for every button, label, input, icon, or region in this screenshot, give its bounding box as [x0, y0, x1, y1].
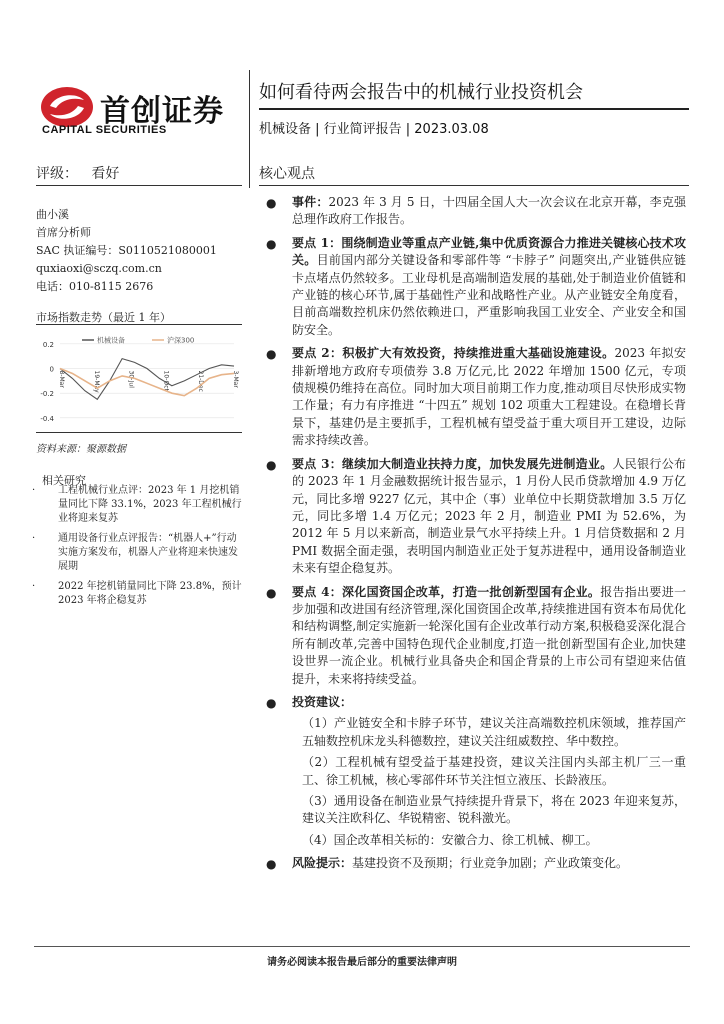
y-tick-label: 0.2 [42, 340, 54, 349]
core-rule [259, 185, 689, 186]
bullet-dot-icon: · [32, 581, 36, 592]
footer-rule [34, 946, 690, 947]
x-tick-label: 10-Oct [162, 370, 170, 391]
related-research-list [32, 484, 246, 614]
bullet-circle-icon: ● [266, 196, 277, 210]
suggestion-item: （2）工程机械有望受益于基建投资，建议关注国内头部主机厂三一重工、徐工机械，核心零部件环节关注恒立液压、长龄液压。 [302, 755, 686, 787]
x-tick-label: 30-Jul [127, 370, 135, 388]
suggestion-item: （4）国企改革相关标的：安徽合力、徐工机械、柳工。 [302, 832, 598, 847]
bullet-circle-icon: ● [266, 695, 277, 710]
suggestion-item: （3）通用设备在制造业景气持续提升背景下，将在 2023 年迎来复苏，建议关注欧科亿、华锐精密、锐科激光。 [302, 794, 686, 826]
brand-name-en: CAPITAL SECURITIES [42, 124, 167, 136]
chart-source: 资料来源：聚源数据 [36, 444, 126, 455]
related-research-title: 相关研究 [42, 474, 86, 487]
core-point: ● 要点 4：深化国资国企改革，打造一批创新型国有企业。报告指出要进一步加强和改进国有经济管理,深化国资国企改革,持续推进国有资本布局优化和结构调整,制定实施新一轮深化国有企业改革行动方案,积极稳妥深化混合所有制改革,完善中国特色现代企业制度,打造一批创新型国有企业,加快建设世界一流企业。机械行业具备央企和国企背景的上市公司有望迎来估值提升，未来将持续受益。 [266, 584, 686, 686]
rating [36, 163, 119, 183]
bullet-circle-icon: ● [266, 347, 277, 362]
header-divider [249, 70, 250, 188]
suggestion-item: （1）产业链安全和卡脖子环节，建议关注高端数控机床领域，推荐国产五轴数控机床龙头科德数控，建议关注纽威数控、华中数控。 [302, 716, 686, 748]
y-tick-label: 0 [49, 365, 54, 374]
rating-value: 看好 [91, 166, 120, 182]
related-item[interactable]: · 工程机械行业点评：2023 年 1 月挖机销量同比下降 33.1%，2023 年工程机械行业将迎来复苏 [32, 485, 242, 524]
brand-logo-icon [40, 86, 94, 128]
investment-suggestions [292, 715, 686, 849]
core-point: ● 要点 1：围绕制造业等重点产业链,集中优质资源合力推进关键核心技术攻关。目前国内部分关键设备和零部件等 “卡脖子” 问题突出,产业链供应链卡点堵点仍然较多。工业母机是高端制造发展的基础,处于制造业价值链和产业链的核心环节,属于基础性产业和战略性产业。从产业链安全角度看，目前高端数控机床仍然依赖进口，严重影响我国工业安全、产业安全和国防安全。 [266, 235, 686, 337]
analyst-info [36, 206, 217, 296]
y-tick-label: -0.4 [40, 414, 54, 423]
bullet-circle-icon: ● [266, 457, 277, 472]
title-rule [259, 108, 689, 110]
bullet-dot-icon: · [32, 485, 36, 496]
analyst-role: 首席分析师 [36, 226, 91, 239]
related-item[interactable]: · 通用设备行业点评报告：“机器人+”行动实施方案发布，机器人产业将迎来快速发展期 [32, 533, 238, 572]
core-point: ● 要点 3：继续加大制造业扶持力度，加快发展先进制造业。人民银行公布的 2023 年 1 月金融数据统计报告显示，1 月份人民币贷款增加 4.9 万亿元，同比多增 9227 亿元，其中企（事）业单位中长期贷款增加 3.5 万亿元，同比多增 1.4 万亿元；2023 年 2 月，制造业 PMI 为 52.6%，为 2012 年 5 月以来新高，制造业景气水平持续上升。1 月信贷数据和 2 月 PMI 数据全面走强，表明国内制造业正处于复苏进程中，通用设备制造业未来有望企稳复苏。 [266, 456, 686, 576]
core-point: ● 投资建议： （1）产业链安全和卡脖子环节，建议关注高端数控机床领域，推荐国产五轴数控机床龙头科德数控，建议关注纽威数控、华中数控。 （2）工程机械有望受益于基建投资，建议关注国内头部主机厂三一重工、徐工机械，核心零部件环节关注恒立液压、长龄液压。 （3）通用设备在制造业景气持续提升背景下，将在 2023 年迎来复苏，建议关注欧科亿、华锐精密、锐科激光。 （4）国企改革相关标的：安徽合力、徐工机械、柳工。 [266, 694, 686, 849]
report-subtitle: 机械设备 | 行业简评报告 | 2023.03.08 [259, 122, 489, 137]
market-chart-title: 市场指数走势（最近 1 年） [36, 311, 171, 324]
core-point: ● 要点 2：积极扩大有效投资，持续推进重大基础设施建设。2023 年拟安排新增地方政府专项债券 3.8 万亿元,比 2022 年增加 1500 亿元，专项债规模仍维持在高位。同时加大项目前期工作力度,推动项目尽快形成实物工作量；有力有序推进 “十四五” 规划 102 项重大工程建设。在稳增长背景下，基建仍是主要抓手，工程机械有望受益于重大项目开工建设，边际需求持续改善。 [266, 346, 686, 448]
legend-label: 沪深300 [167, 336, 195, 345]
x-tick-label: 3-Mar [232, 370, 239, 388]
analyst-phone: 电话：010-8115 2676 [36, 280, 154, 293]
bullet-dot-icon: · [32, 533, 36, 544]
report-title: 如何看待两会报告中的机械行业投资机会 [259, 82, 583, 103]
y-tick-label: -0.2 [40, 390, 54, 399]
market-index-chart [34, 328, 244, 428]
core-point: ● 风险提示：基建投资不及预期；行业竞争加剧；产业政策变化。 [266, 855, 686, 872]
analyst-email[interactable]: quxiaoxi@sczq.com.cn [36, 262, 162, 275]
core-view-heading: 核心观点 [259, 166, 315, 182]
core-points-list [266, 194, 686, 879]
market-chart-rule [36, 324, 242, 325]
source-rule [36, 432, 242, 433]
bullet-circle-icon: ● [266, 236, 277, 251]
analyst-name: 曲小溪 [36, 208, 69, 221]
analyst-sac: SAC 执证编号：S0110521080001 [36, 244, 217, 257]
x-tick-label: 21-Dec [197, 370, 205, 392]
x-tick-label: 19-May [92, 370, 100, 393]
brand-name-cn: 首创证券 [100, 94, 224, 129]
rating-rule [36, 185, 242, 186]
core-point: ● 事件：2023 年 3 月 5 日，十四届全国人大一次会议在北京开幕，李克强总理作政府工作报告。 [266, 195, 686, 227]
legend-label: 机械设备 [97, 336, 125, 345]
x-tick-label: 8-Mar [58, 370, 65, 388]
rating-label: 评级： [36, 166, 78, 182]
bullet-circle-icon: ● [266, 857, 277, 872]
related-item[interactable]: · 2022 年挖机销量同比下降 23.8%，预计 2023 年将企稳复苏 [32, 581, 242, 606]
legal-notice: 请务必阅读本报告最后部分的重要法律声明 [267, 957, 457, 968]
bullet-circle-icon: ● [266, 585, 277, 600]
